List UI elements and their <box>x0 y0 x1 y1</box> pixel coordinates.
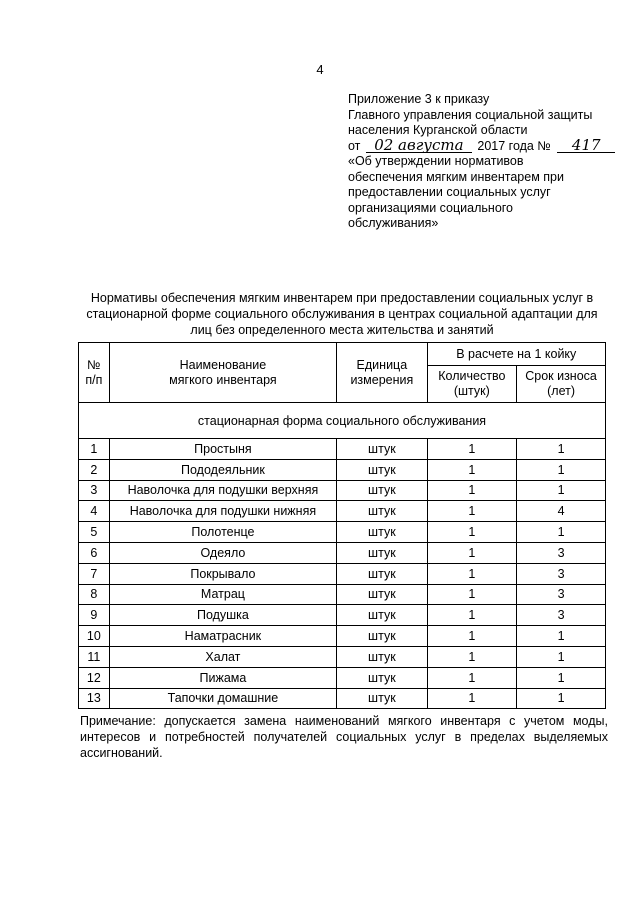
table-row <box>79 688 606 709</box>
quantity: 1 <box>427 459 517 480</box>
table-row <box>79 626 606 647</box>
table-row <box>79 563 606 584</box>
title-line-3: лиц без определенного места жительства и занятий <box>190 323 494 337</box>
quantity: 1 <box>427 626 517 647</box>
title-line-2: стационарной форме социального обслуживания в центрах социальной адаптации для <box>86 307 598 321</box>
unit-of-measure: штук <box>337 605 427 626</box>
table-row <box>79 439 606 460</box>
header-item-name: Наименование мягкого инвентаря <box>109 343 336 403</box>
row-number: 12 <box>79 667 110 688</box>
quantity: 1 <box>427 646 517 667</box>
table-row <box>79 522 606 543</box>
appendix-label: Приложение 3 к приказу <box>348 92 490 106</box>
row-number: 11 <box>79 646 110 667</box>
table-row <box>79 480 606 501</box>
handwritten-date: 02 августа <box>366 139 472 153</box>
quantity: 1 <box>427 480 517 501</box>
unit-of-measure: штук <box>337 480 427 501</box>
item-name: Наматрасник <box>109 626 336 647</box>
order-date-line <box>348 135 618 155</box>
quantity: 1 <box>427 522 517 543</box>
quantity: 1 <box>427 688 517 709</box>
wear-term: 3 <box>517 563 606 584</box>
year-text: 2017 года № <box>477 138 551 153</box>
unit-of-measure: штук <box>337 688 427 709</box>
wear-term: 1 <box>517 646 606 667</box>
order-title-line-4: организациями социального <box>348 200 514 215</box>
table-row <box>79 646 606 667</box>
item-name: Подушка <box>109 605 336 626</box>
quantity: 1 <box>427 667 517 688</box>
item-name: Полотенце <box>109 522 336 543</box>
document-title <box>72 290 612 338</box>
table-row <box>79 459 606 480</box>
quantity: 1 <box>427 563 517 584</box>
issuer-region-line: населения Курганской области <box>348 123 528 137</box>
order-title-line-1: «Об утверждении нормативов <box>348 154 524 168</box>
item-name: Наволочка для подушки нижняя <box>109 501 336 522</box>
item-name: Тапочки домашние <box>109 688 336 709</box>
unit-of-measure: штук <box>337 439 427 460</box>
header-quantity: Количество (штук) <box>427 366 517 403</box>
order-appendix-header <box>348 92 618 232</box>
wear-term: 1 <box>517 480 606 501</box>
item-name: Простыня <box>109 439 336 460</box>
wear-term: 3 <box>517 542 606 563</box>
order-title-line-2: обеспечения мягким инвентарем при <box>348 169 564 184</box>
table-row <box>79 501 606 522</box>
wear-term: 1 <box>517 667 606 688</box>
item-name: Покрывало <box>109 563 336 584</box>
row-number: 1 <box>79 439 110 460</box>
row-number: 8 <box>79 584 110 605</box>
table-row <box>79 605 606 626</box>
row-number: 5 <box>79 522 110 543</box>
item-name: Одеяло <box>109 542 336 563</box>
header-unit: Единица измерения <box>337 343 427 403</box>
unit-of-measure: штук <box>337 459 427 480</box>
item-name: Халат <box>109 646 336 667</box>
quantity: 1 <box>427 605 517 626</box>
item-name: Пижама <box>109 667 336 688</box>
table-row <box>79 667 606 688</box>
wear-term: 1 <box>517 626 606 647</box>
table-row <box>79 542 606 563</box>
header-wear-term: Срок износа (лет) <box>517 366 606 403</box>
quantity: 1 <box>427 584 517 605</box>
unit-of-measure: штук <box>337 501 427 522</box>
section-title: стационарная форма социального обслуживания <box>79 403 606 439</box>
row-number: 9 <box>79 605 110 626</box>
row-number: 10 <box>79 626 110 647</box>
item-name: Наволочка для подушки верхняя <box>109 480 336 501</box>
wear-term: 1 <box>517 522 606 543</box>
row-number: 7 <box>79 563 110 584</box>
item-name: Матрац <box>109 584 336 605</box>
unit-of-measure: штук <box>337 542 427 563</box>
unit-of-measure: штук <box>337 563 427 584</box>
footnote: Примечание: допускается замена наименований мягкого инвентаря с учетом моды, интересов и потребностей получателей социальных услуг в пределах выделяемых ассигнований. <box>80 714 608 760</box>
header-per-bed-group: В расчете на 1 койку <box>427 343 605 366</box>
row-number: 13 <box>79 688 110 709</box>
order-title-line-3: предоставлении социальных услуг <box>348 185 551 199</box>
row-number: 3 <box>79 480 110 501</box>
unit-of-measure: штук <box>337 522 427 543</box>
row-number: 2 <box>79 459 110 480</box>
wear-term: 3 <box>517 584 606 605</box>
inventory-norms-table <box>78 342 606 709</box>
row-number: 4 <box>79 501 110 522</box>
quantity: 1 <box>427 439 517 460</box>
date-prefix: от <box>348 138 361 153</box>
wear-term: 1 <box>517 688 606 709</box>
item-name: Пододеяльник <box>109 459 336 480</box>
unit-of-measure: штук <box>337 646 427 667</box>
wear-term: 3 <box>517 605 606 626</box>
header-number: № п/п <box>79 343 110 403</box>
wear-term: 1 <box>517 459 606 480</box>
handwritten-order-number: 417 <box>557 139 615 153</box>
wear-term: 1 <box>517 439 606 460</box>
title-line-1: Нормативы обеспечения мягким инвентарем при предоставлении социальных услуг в <box>90 291 594 305</box>
unit-of-measure: штук <box>337 584 427 605</box>
page-number: 4 <box>316 62 324 77</box>
issuer-line: Главного управления социальной защиты <box>348 107 593 122</box>
quantity: 1 <box>427 501 517 522</box>
quantity: 1 <box>427 542 517 563</box>
row-number: 6 <box>79 542 110 563</box>
order-title-line-5: обслуживания» <box>348 216 439 230</box>
wear-term: 4 <box>517 501 606 522</box>
unit-of-measure: штук <box>337 667 427 688</box>
table-row <box>79 584 606 605</box>
unit-of-measure: штук <box>337 626 427 647</box>
